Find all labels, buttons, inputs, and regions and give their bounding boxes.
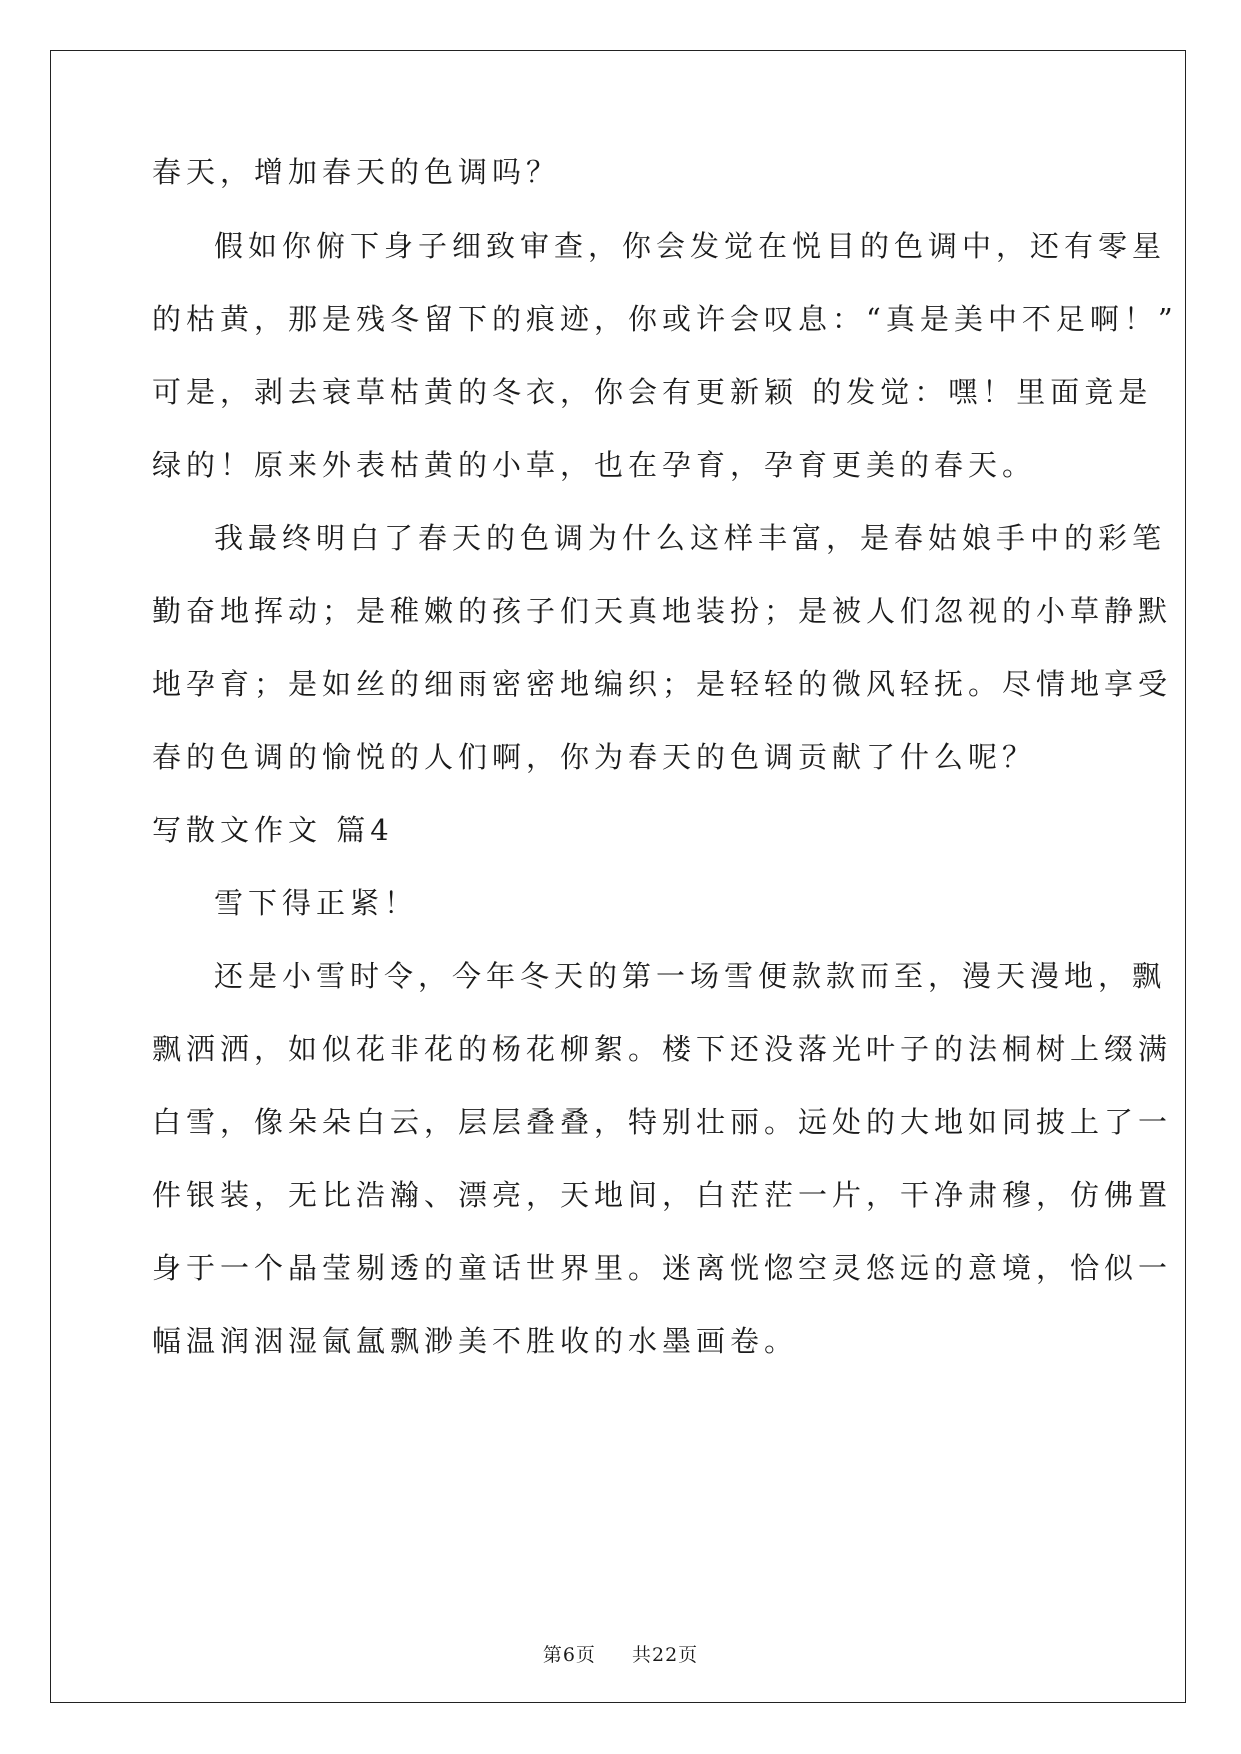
paragraph-line: 我最终明白了春天的色调为什么这样丰富，是春姑娘手中的彩笔: [214, 521, 1167, 555]
paragraph-line: 白雪，像朵朵白云，层层叠叠，特别壮丽。远处的大地如同披上了一: [152, 1105, 1173, 1139]
paragraph-line: 还是小雪时令，今年冬天的第一场雪便款款而至，漫天漫地，飘: [214, 959, 1167, 993]
paragraph-line: 雪下得正紧！: [214, 886, 419, 920]
paragraph-line: 绿的！原来外表枯黄的小草，也在孕育，孕育更美的春天。: [152, 448, 1037, 482]
page-total: 共22页: [632, 1644, 699, 1666]
page-number: 第6页: [542, 1644, 596, 1666]
paragraph-line: 幅温润洇湿氤氲飘渺美不胜收的水墨画卷。: [152, 1324, 799, 1358]
page-footer: [0, 1640, 1241, 1667]
paragraph-line: 身于一个晶莹剔透的童话世界里。迷离恍惚空灵悠远的意境，恰似一: [152, 1251, 1173, 1285]
paragraph-line: 的枯黄，那是残冬留下的痕迹，你或许会叹息：“真是美中不足啊！”: [152, 302, 1178, 336]
page-border: [50, 50, 1186, 1703]
paragraph-line: 春的色调的愉悦的人们啊，你为春天的色调贡献了什么呢？: [152, 740, 1037, 774]
paragraph-line: 假如你俯下身子细致审查，你会发觉在悦目的色调中，还有零星: [214, 229, 1167, 263]
paragraph-line: 地孕育；是如丝的细雨密密地编织；是轻轻的微风轻抚。尽情地享受: [152, 667, 1173, 701]
paragraph-line: 勤奋地挥动；是稚嫩的孩子们天真地装扮；是被人们忽视的小草静默: [152, 594, 1173, 628]
paragraph-line: 件银装，无比浩瀚、漂亮，天地间，白茫茫一片，干净肃穆，仿佛置: [152, 1178, 1173, 1212]
section-heading: 写散文作文 篇4: [152, 813, 394, 847]
paragraph-line: 春天，增加春天的色调吗？: [152, 155, 561, 189]
paragraph-line: 飘洒洒，如似花非花的杨花柳絮。楼下还没落光叶子的法桐树上缀满: [152, 1032, 1173, 1066]
paragraph-line: 可是，剥去衰草枯黄的冬衣，你会有更新颖 的发觉：嘿！里面竟是: [152, 375, 1153, 409]
